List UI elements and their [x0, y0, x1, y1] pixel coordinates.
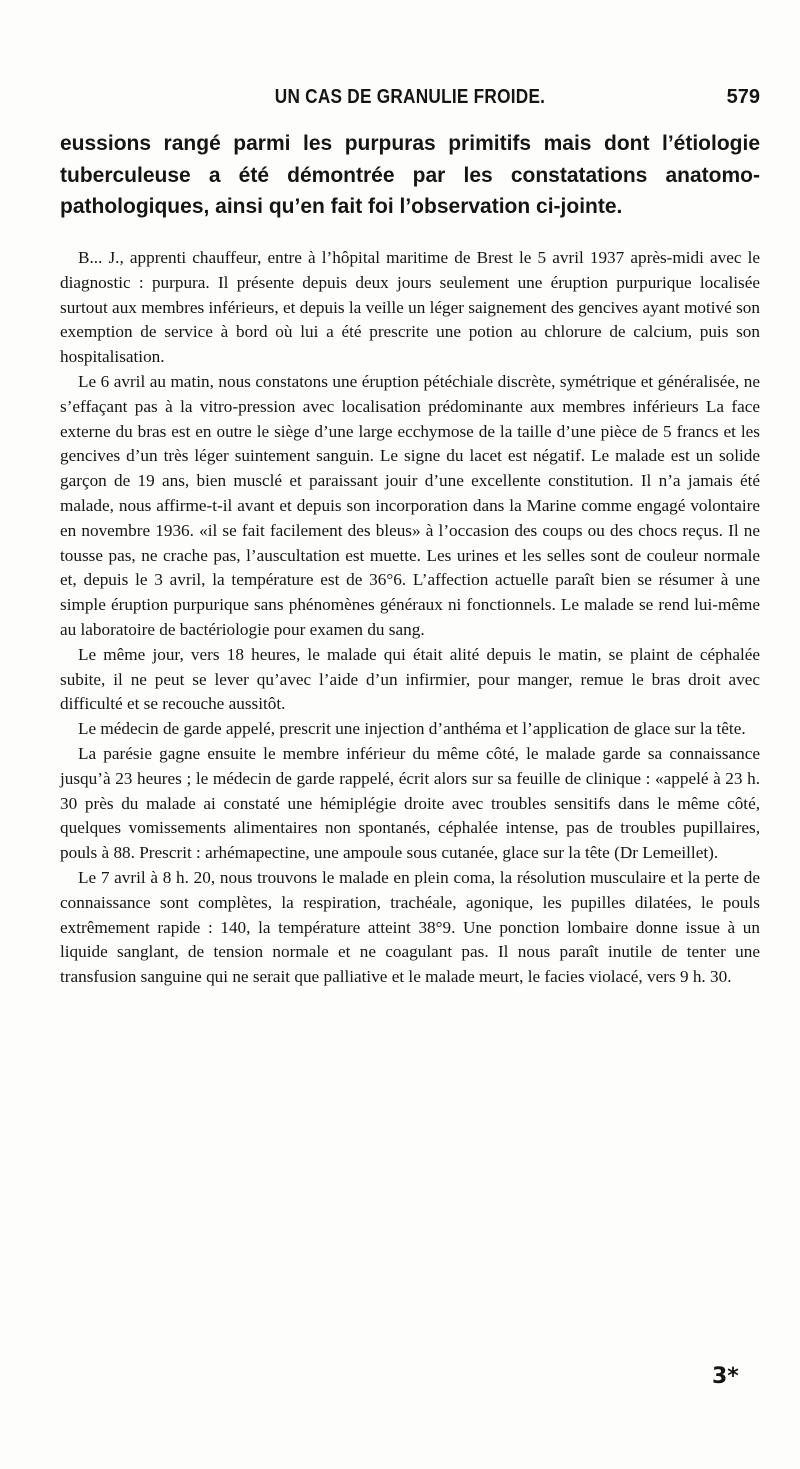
paragraph-examination: Le 6 avril au matin, nous constatons une éruption pétéchiale discrète, symétrique et généralisée, ne s’effaçant pas à la vitro-pression avec localisation prédominante aux membres inférieurs La face externe du bras est en outre le siège d’une large ecchymose de la taille d’une pièce de 5 francs et les gencives d’un très léger suintement sanguin. Le signe du lacet est négatif. Le malade est un solide garçon de 19 ans, bien musclé et paraissant jouir d’une excellente constitution. Il n’a jamais été malade, nous affirme-t-il avant et depuis son incorporation dans la Marine comme engagé volontaire en novembre 1936. «il se fait facilement des bleus» à l’occasion des coups ou des chocs reçus. Il ne tousse pas, ne crache pas, l’auscultation est muette. Les urines et les selles sont de couleur normale et, depuis le 3 avril, la température est de 36°6. L’affection actuelle paraît bien se résumer à une simple éruption purpurique sans phénomènes généraux ni fonctionnels. Le malade se rend lui-même au laboratoire de bactériologie pour examen du sang.: [60, 371, 760, 639]
page-header: [60, 86, 760, 116]
paragraph-paresis: La parésie gagne ensuite le membre inférieur du même côté, le malade garde sa connaissance jusqu’à 23 heures ; le médecin de garde rappelé, écrit alors sur sa feuille de clinique : «appelé à 23 h. 30 près du malade ai constaté une hémiplégie droite avec troubles sensitifs dans le même côté, quelques vomissements alimentaires non spontanés, céphalée intense, pas de troubles pupillaires, pouls à 88. Prescrit : arhémapectine, une ampoule sous cutanée, glace sur la tête (Dr Lemeillet).: [60, 743, 760, 863]
paragraph-duty-doctor: Le médecin de garde appelé, prescrit une injection d’anthéma et l’application de glace sur la tête.: [78, 719, 746, 739]
running-title: UN CAS DE GRANULIE FROIDE.: [274, 86, 546, 108]
intro-paragraph: eussions rangé parmi les purpuras primitifs mais dont l’étiologie tuberculeuse a été démontrée par les constatations anatomo-pathologiques, ainsi qu’en fait foi l’observation ci-jointe.: [60, 132, 760, 218]
body-text: [60, 246, 760, 990]
paragraph-evening: Le même jour, vers 18 heures, le malade qui était alité depuis le matin, se plaint de céphalée subite, il ne peut se lever qu’avec l’aide d’un infirmier, pour manger, remue le bras droit avec difficulté et se recouche aussitôt.: [60, 644, 760, 714]
paragraph-admission: B... J., apprenti chauffeur, entre à l’hôpital maritime de Brest le 5 avril 1937 après-midi avec le diagnostic : purpura. Il présente depuis deux jours seulement une éruption purpurique localisée surtout aux membres inférieurs, et depuis la veille un léger saignement des gencives ayant motivé son exemption de service à bord où lui a été prescrite une potion au chlorure de calcium, puis son hospitalisation.: [60, 248, 760, 367]
paragraph-death: Le 7 avril à 8 h. 20, nous trouvons le malade en plein coma, la résolution musculaire et la perte de connaissance sont complètes, la respiration, trachéale, agonique, les pupilles dilatées, le pouls extrêmement rapide : 140, la température atteint 38°9. Une ponction lombaire donne issue à un liquide sanglant, de tension normale et ne coagulant pas. Il nous paraît inutile de tenter une transfusion sanguine qui ne serait que palliative et le malade meurt, le facies violacé, vers 9 h. 30.: [60, 867, 760, 987]
page-number: 579: [726, 86, 760, 108]
signature-mark: 3*: [712, 1364, 739, 1389]
